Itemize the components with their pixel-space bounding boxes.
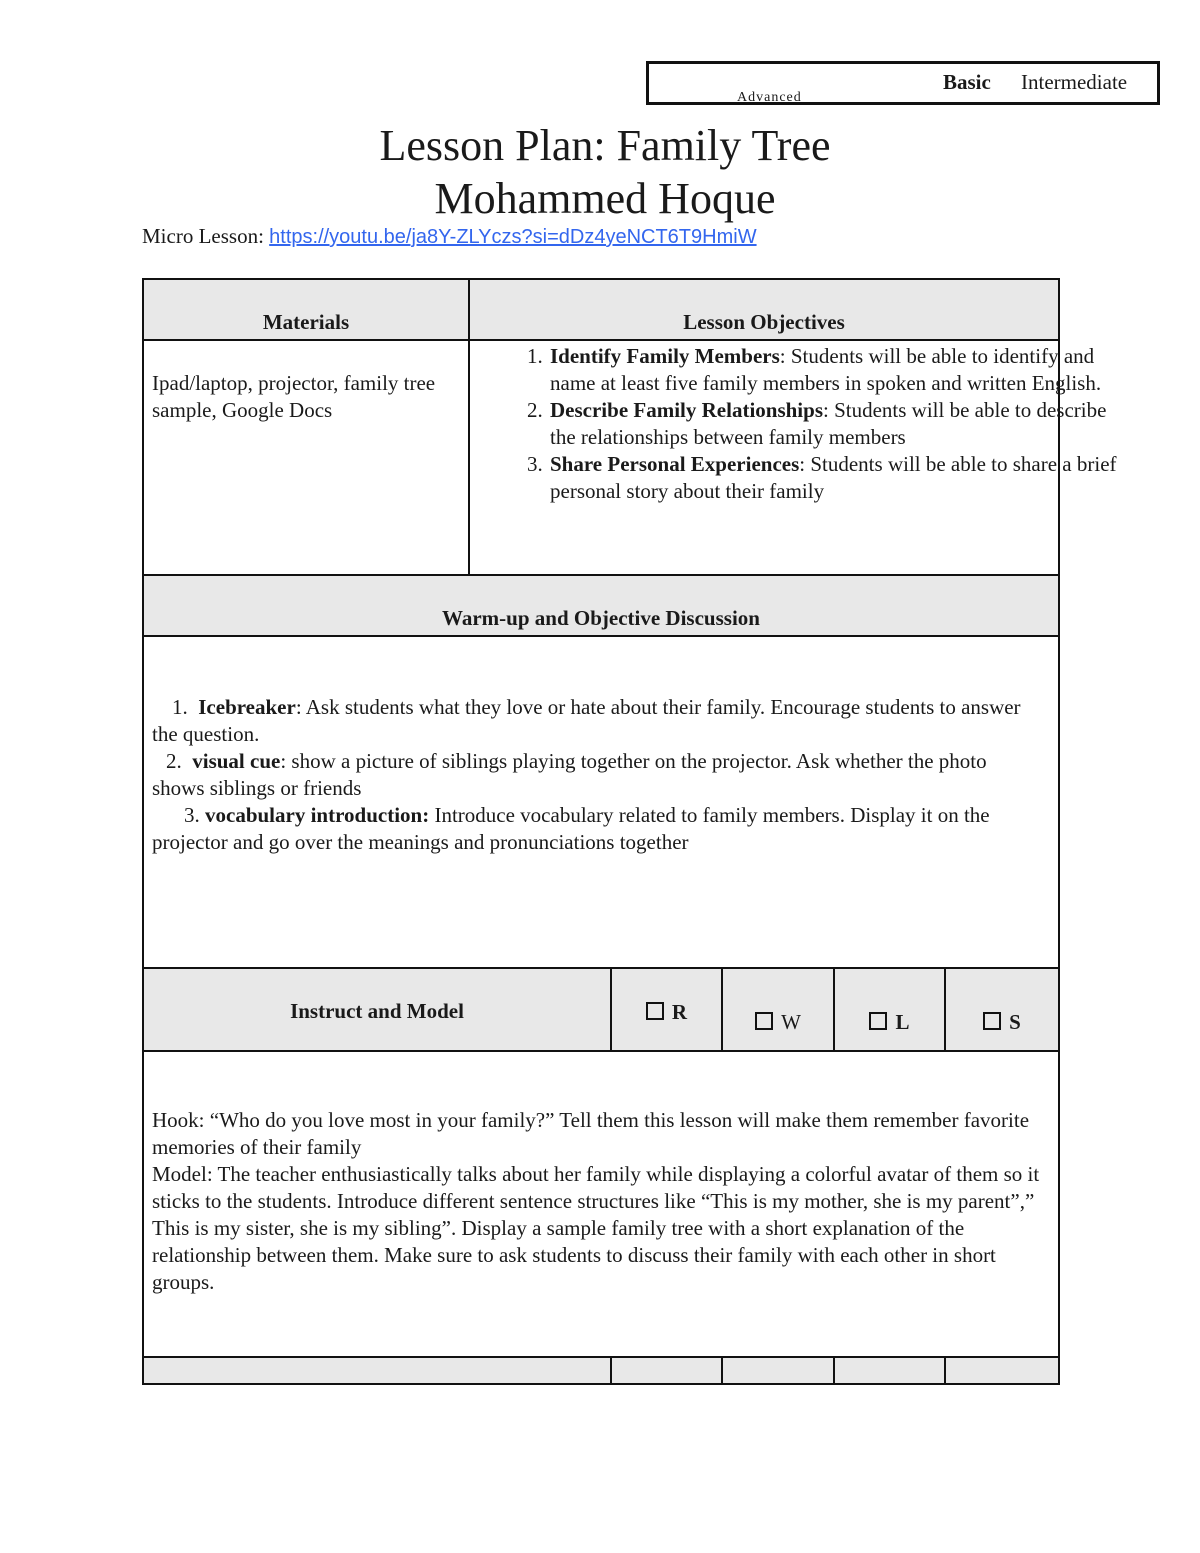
objectives-cell (468, 339, 1117, 576)
warmup-item (152, 694, 1040, 748)
warmup-num: 3. (184, 803, 200, 827)
skill-label-s: S (1009, 1010, 1021, 1034)
skill-label-r: R (671, 1000, 688, 1024)
objectives-header-cell (468, 278, 1060, 341)
micro-lesson (142, 224, 757, 249)
warmup-header-cell (142, 574, 1060, 637)
warmup-item (152, 748, 1040, 802)
micro-lesson-link[interactable]: https://youtu.be/ja8Y-ZLYczs?si=dDz4yeNCT6T9HmiW (269, 226, 757, 248)
objective-item (548, 451, 1120, 505)
warmup-header: Warm-up and Objective Discussion (442, 606, 760, 630)
level-advanced: Advanced (737, 90, 802, 105)
warmup-title: vocabulary introduction: (205, 803, 430, 827)
empty-cell (142, 1356, 612, 1385)
materials-cell (142, 339, 470, 576)
hook-text: Hook: “Who do you love most in your family?” Tell them this lesson will make them remember favorite memories of their family (152, 1108, 1030, 1159)
warmup-num: 1. (172, 695, 188, 719)
objective-item (548, 343, 1120, 397)
instruct-header-cell (142, 967, 612, 1052)
skill-cell-l (833, 967, 946, 1052)
objective-title: Share Personal Experiences (550, 452, 800, 476)
skill-label-w: W (781, 1010, 801, 1034)
objective-title: Identify Family Members (550, 344, 780, 368)
skill-cell-r (610, 967, 723, 1052)
instruct-cell (142, 1050, 1060, 1358)
skill-cell-s (944, 967, 1060, 1052)
objective-text: : Students will be able to describe the relationships between family members (550, 398, 1107, 449)
materials-header: Materials (262, 310, 350, 334)
objective-text: : Students will be able to identify and name at least five family members in spoken and written English. (550, 344, 1102, 395)
warmup-title: Icebreaker (198, 695, 296, 719)
checkbox-w[interactable] (755, 1012, 773, 1030)
warmup-title: visual cue (192, 749, 281, 773)
model-text: Model: The teacher enthusiastically talks about her family while displaying a colorful avatar of them so it sticks to the students. Introduce different sentence structures like “This is my mother, she is my parent”,” This is my sister, she is my sibling”. Display a sample family tree with a short explanation of the relationship between them. Make sure to ask students to discuss their family with each other in short groups. (152, 1162, 1040, 1294)
instruct-body (152, 1107, 1048, 1296)
level-basic: Basic (943, 70, 991, 94)
objectives-header: Lesson Objectives (683, 310, 845, 334)
empty-cell (833, 1356, 946, 1385)
author-name: Mohammed Hoque (434, 174, 776, 223)
level-intermediate: Intermediate (1021, 70, 1128, 94)
checkbox-s[interactable] (983, 1012, 1001, 1030)
warmup-item (152, 802, 1040, 856)
warmup-list (152, 694, 1040, 856)
objective-title: Describe Family Relationships (550, 398, 823, 422)
objectives-list (470, 343, 1120, 505)
empty-cell (610, 1356, 723, 1385)
micro-lesson-label: Micro Lesson: (142, 224, 270, 248)
level-box (646, 61, 1160, 105)
warmup-text: Introduce vocabulary related to family members. Display it on the projector and go over the meanings and pronunciations together (152, 803, 990, 854)
skill-cell-w (721, 967, 835, 1052)
warmup-num: 2. (166, 749, 182, 773)
warmup-text: : show a picture of siblings playing together on the projector. Ask whether the photo shows siblings or friends (152, 749, 987, 800)
warmup-cell (142, 635, 1060, 969)
objective-text: : Students will be able to share a brief personal story about their family (550, 452, 1117, 503)
materials-header-cell (142, 278, 470, 341)
empty-cell (944, 1356, 1060, 1385)
instruct-header: Instruct and Model (290, 999, 464, 1023)
skill-label-l: L (895, 1010, 910, 1034)
checkbox-r[interactable] (646, 1002, 664, 1020)
objective-item (548, 397, 1120, 451)
page-title: Lesson Plan: Family Tree (379, 121, 831, 170)
checkbox-l[interactable] (869, 1012, 887, 1030)
materials-text: Ipad/laptop, projector, family tree sample, Google Docs (152, 371, 436, 422)
warmup-text: : Ask students what they love or hate about their family. Encourage students to answer the question. (152, 695, 1021, 746)
empty-cell (721, 1356, 835, 1385)
